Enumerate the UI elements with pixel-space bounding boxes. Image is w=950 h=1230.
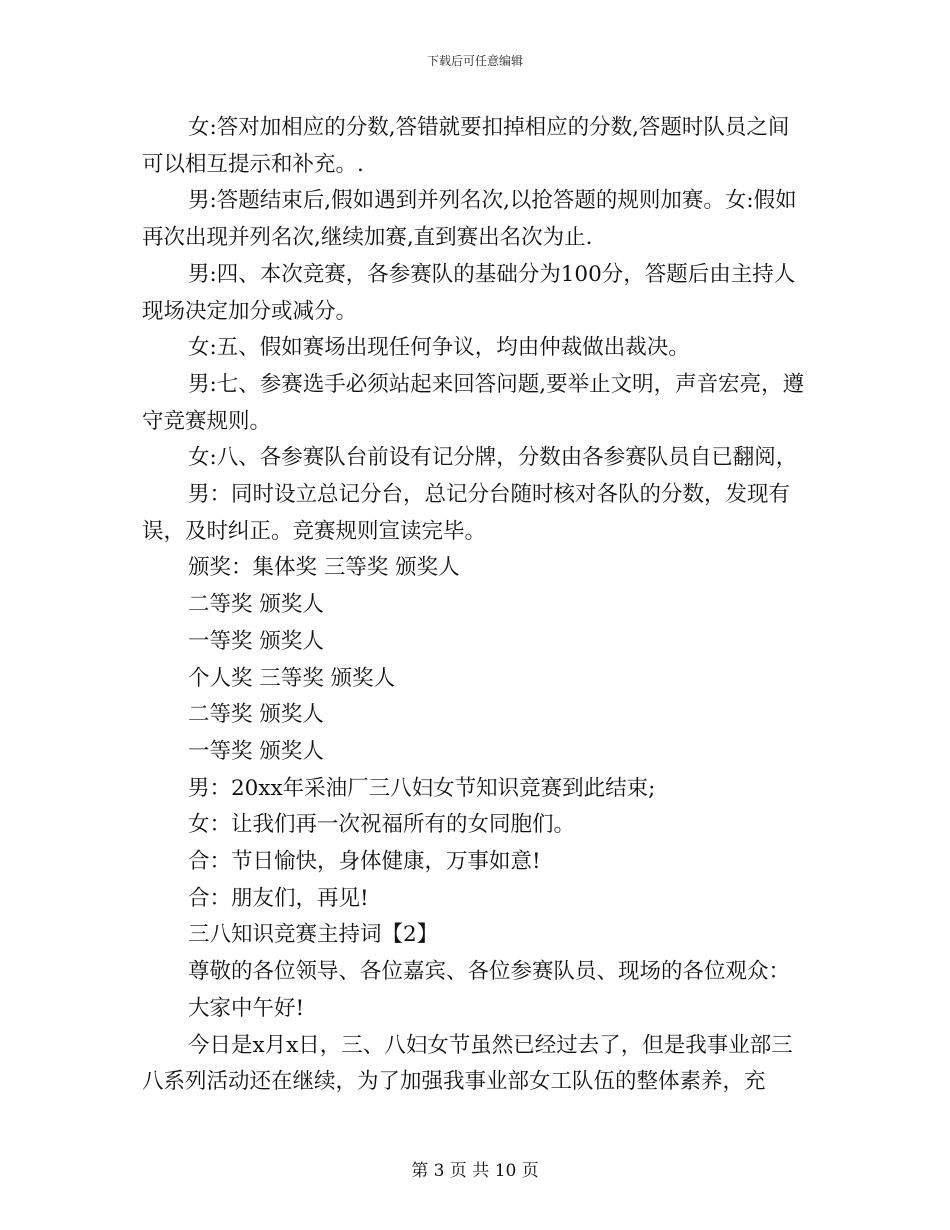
paragraph: 个人奖 三等奖 颁奖人 xyxy=(188,665,396,691)
paragraph: 女：让我们再一次祝福所有的女同胞们。 xyxy=(188,812,576,838)
paragraph: 合：朋友们，再见! xyxy=(188,885,369,911)
paragraph: 男:四、本次竞赛，各参赛队的基础分为100分，答题后由主持人现场决定加分或减分。 xyxy=(142,261,796,324)
section-heading: 三八知识竞赛主持词【2】 xyxy=(188,922,439,948)
paragraph: 合：节日愉快，身体健康，万事如意! xyxy=(188,849,541,875)
paragraph: 男:答题结束后,假如遇到并列名次,以抢答题的规则加赛。女:假如再次出现并列名次,继续加赛,直到赛出名次为止. xyxy=(142,188,797,251)
paragraph: 大家中午好! xyxy=(188,995,305,1021)
paragraph: 男:七、参赛选手必须站起来回答问题,要举止文明，声音宏亮，遵守竞赛规则。 xyxy=(142,371,805,434)
paragraph: 男：20xx年采油厂三八妇女节知识竞赛到此结束; xyxy=(188,775,656,801)
paragraph: 今日是x月x日，三、八妇女节虽然已经过去了，但是我事业部三八系列活动还在继续，为了加强我事业部女工队伍的整体素养，充 xyxy=(142,1032,793,1095)
paragraph: 女:五、假如赛场出现任何争议，均由仲裁做出裁决。 xyxy=(188,335,690,361)
document-body xyxy=(142,110,808,1101)
paragraph: 二等奖 颁奖人 xyxy=(188,592,324,618)
paragraph: 女:八、各参赛队台前设有记分牌，分数由各参赛队员自已翻阅， xyxy=(188,445,798,471)
paragraph: 女:答对加相应的分数,答错就要扣掉相应的分数,答题时队员之间可以相互提示和补充。. xyxy=(142,115,790,177)
paragraph: 一等奖 颁奖人 xyxy=(188,738,324,764)
paragraph: 男：同时设立总记分台，总记分台随时核对各队的分数，发现有误，及时纠正。竞赛规则宣读完毕。 xyxy=(142,482,791,544)
paragraph: 尊敬的各位领导、各位嘉宾、各位参赛队员、现场的各位观众： xyxy=(188,959,791,985)
paragraph: 一等奖 颁奖人 xyxy=(188,628,324,654)
paragraph: 二等奖 颁奖人 xyxy=(188,702,324,728)
page-header: 下载后可任意编辑 xyxy=(426,54,523,68)
page-footer: 第 3 页 共 10 页 xyxy=(411,1161,539,1181)
paragraph: 颁奖：集体奖 三等奖 颁奖人 xyxy=(188,555,460,581)
